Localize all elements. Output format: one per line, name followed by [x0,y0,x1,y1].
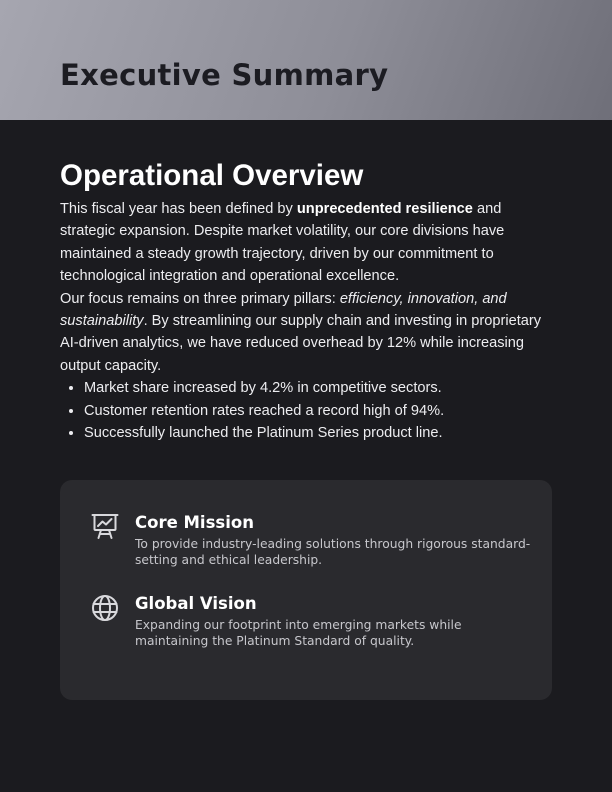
list-item: • Customer retention rates reached a record high of 94%. [84,400,552,422]
mission-vision-card [60,480,552,700]
paragraph-2-lead: Our focus remains on three primary pillars: [60,290,340,307]
global-vision-text [135,593,535,649]
core-mission-title: Core Mission [135,513,254,532]
paragraph-1-lead: This fiscal year has been defined by [60,201,297,217]
list-item: • Market share increased by 4.2% in competitive sectors. [84,377,552,399]
section-heading: Operational Overview [60,159,364,192]
globe-icon [90,593,120,623]
global-vision-title: Global Vision [135,594,257,613]
highlights-list [60,377,552,444]
paragraph-2-emphasis: efficiency, innovation, and sustainability [60,290,507,330]
paragraph-2-rest: . By streamlining our supply chain and investing in proprietary AI-driven analytics, we have reduced overhead by 12% while increasing output capacity. [60,313,542,374]
list-item: • Successfully launched the Platinum Series product line. [84,422,552,444]
paragraph-1-emphasis: unprecedented resilience [296,201,473,217]
core-mission-text [135,512,535,568]
page-title: Executive Summary [60,58,389,92]
overview-paragraph-2 [60,288,552,378]
header-banner [0,0,612,120]
global-vision-description: Expanding our footprint into emerging markets while maintaining the Platinum Standard of quality. [135,618,462,648]
paragraph-1-rest: and strategic expansion. Despite market volatility, our core divisions have maintained a steady growth trajectory, driven by our commitment to technological integration and operational excellence. [60,201,505,285]
presentation-chart-icon [90,512,120,542]
core-mission-description: To provide industry-leading solutions through rigorous standard-setting and ethical leadership. [135,537,531,567]
overview-paragraph-1 [60,198,552,288]
operational-overview-section [60,158,552,444]
